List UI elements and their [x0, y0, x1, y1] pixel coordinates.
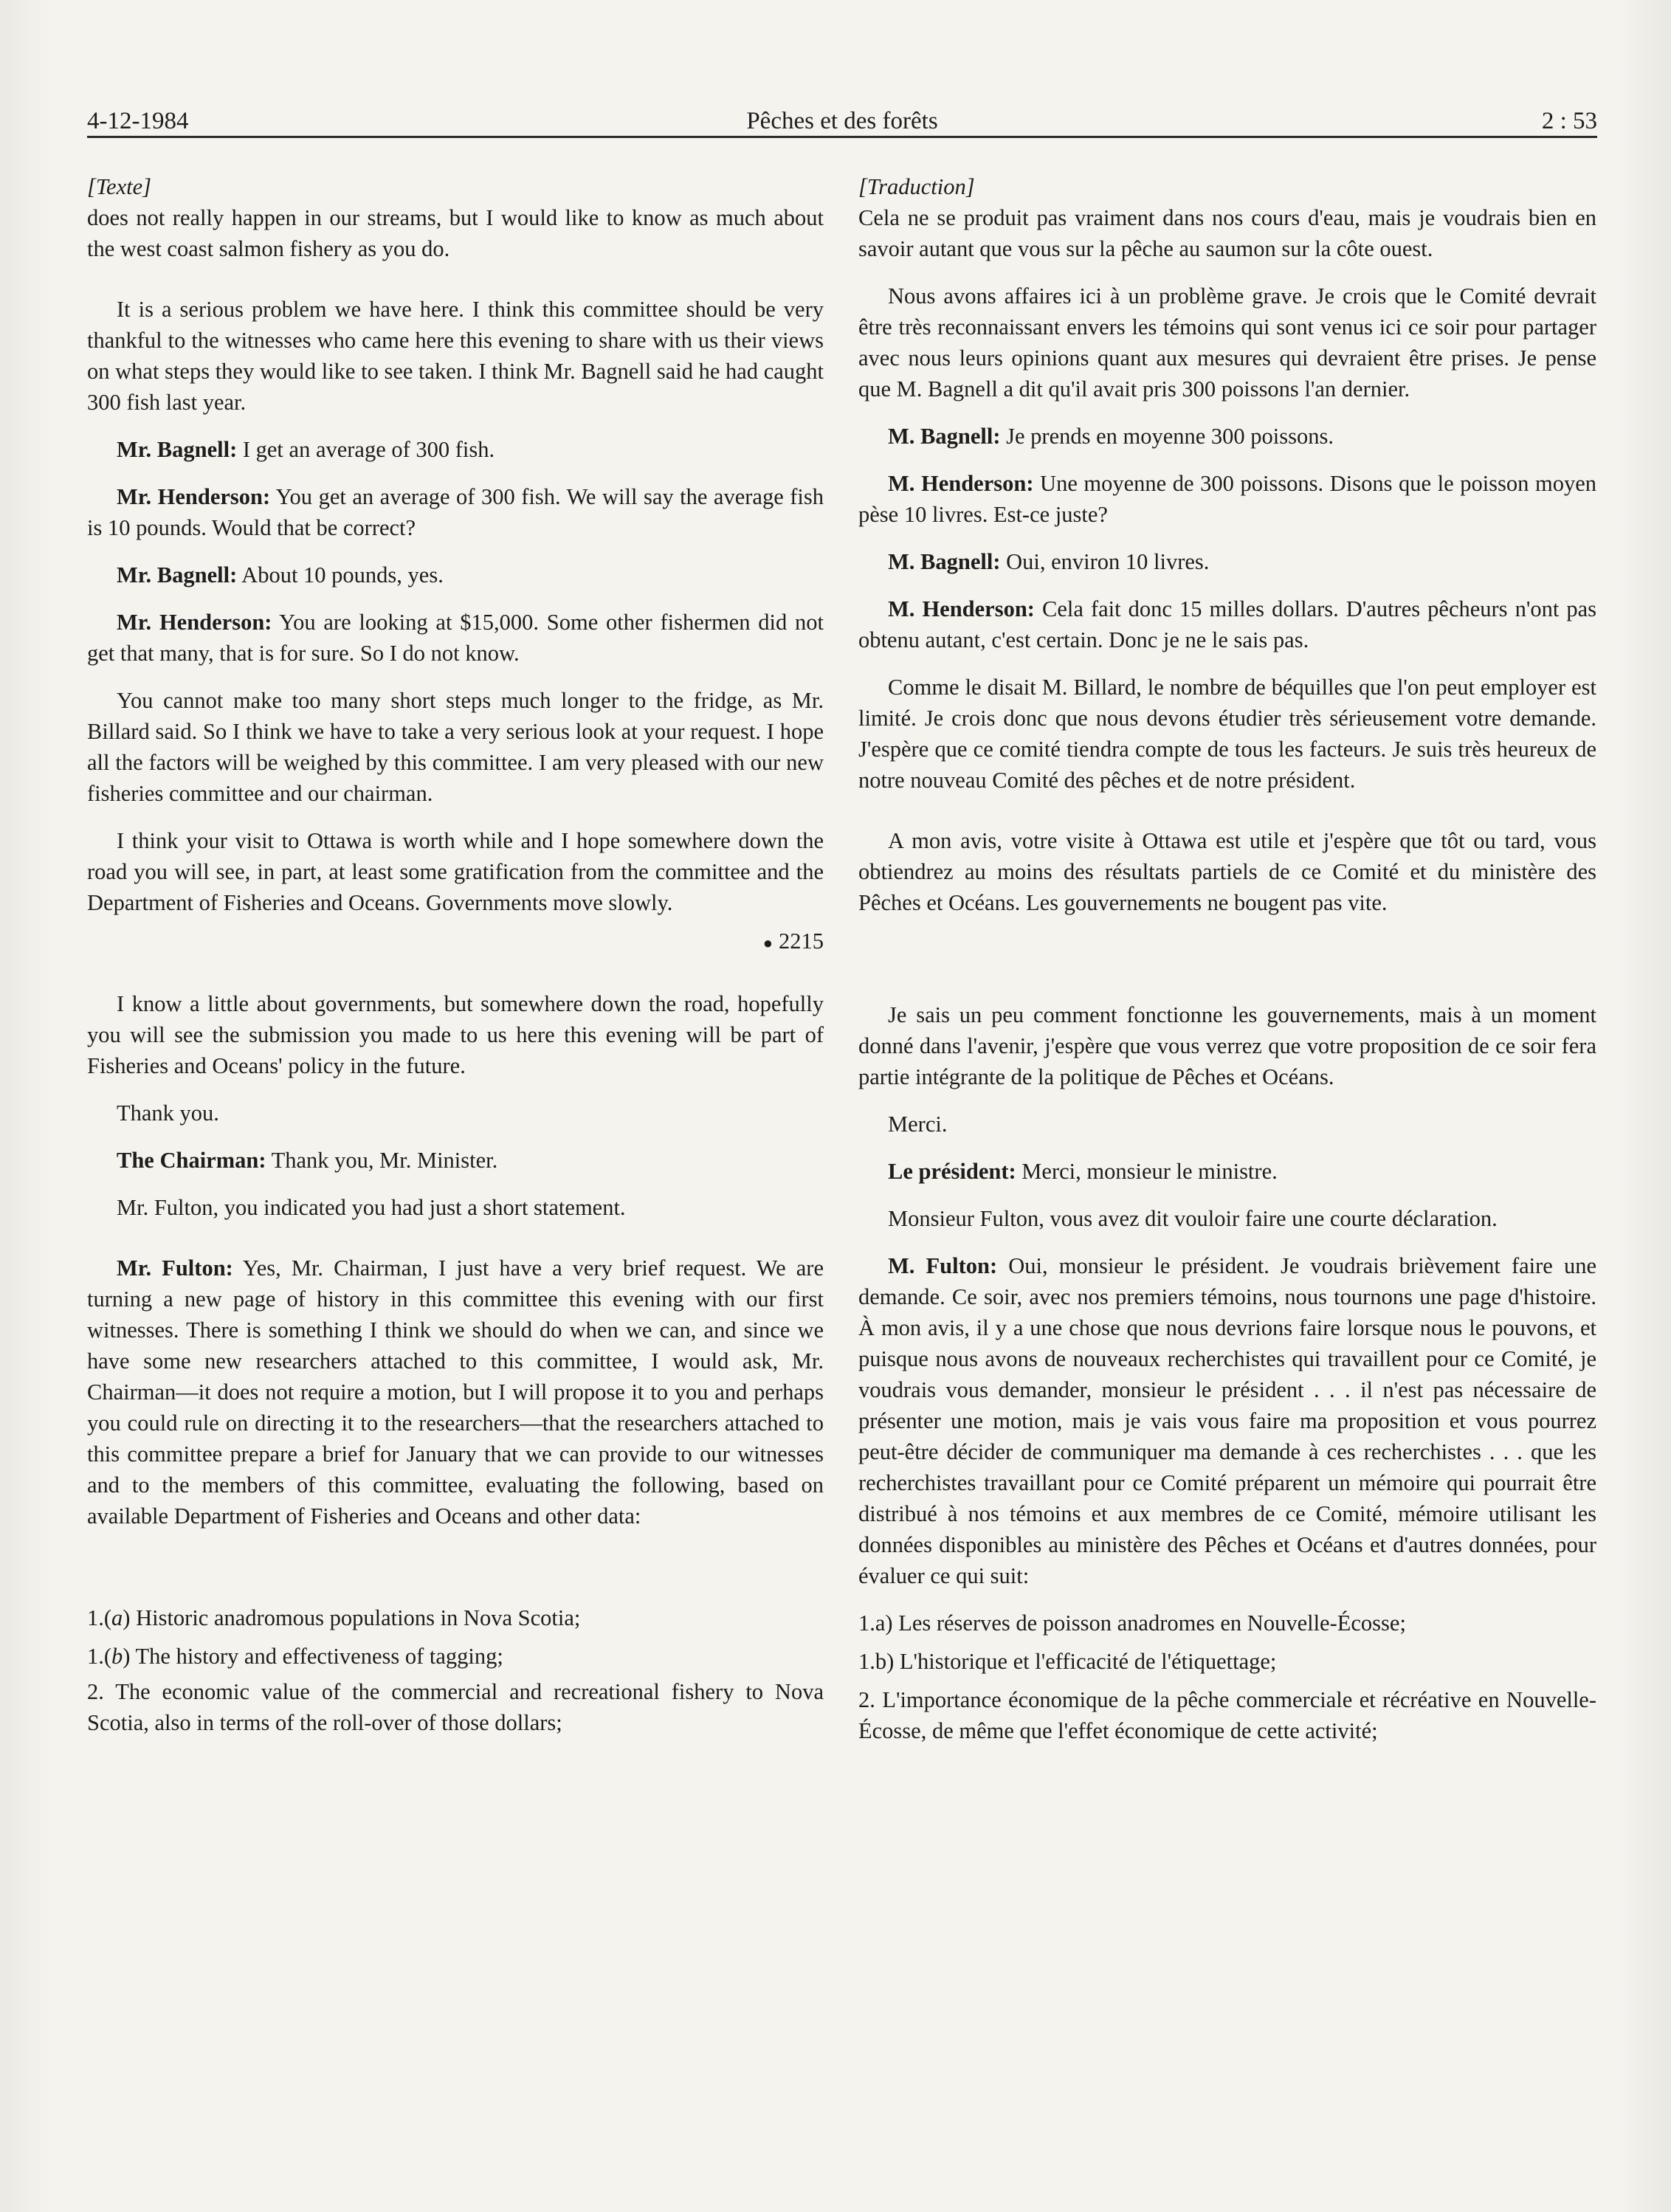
speaker-name: Mr. Henderson:	[117, 484, 271, 509]
speaker-paragraph	[858, 1156, 1596, 1187]
speech-text: You get an average of 300 fish. We will say the average fish is 10 pounds. Would that be correct?	[87, 484, 824, 540]
paragraph: Merci.	[888, 1112, 948, 1137]
speech-text: Merci, monsieur le ministre.	[1016, 1159, 1278, 1184]
speaker-name: M. Henderson:	[888, 596, 1035, 621]
list-item: 1.b) L'historique et l'efficacité de l'étiquettage;	[858, 1649, 1277, 1674]
speaker-name: M. Bagnell:	[888, 424, 1001, 449]
paragraph: Cela ne se produit pas vraiment dans nos cours d'eau, mais je voudrais bien en savoir autant que vous sur la pêche au saumon sur la côte ouest.	[858, 205, 1596, 261]
list-item: 1.a) Les réserves de poisson anadromes en Nouvelle-Écosse;	[858, 1610, 1406, 1636]
speaker-paragraph	[87, 559, 824, 590]
header-title: Pêches et des forêts	[746, 108, 938, 134]
paragraph: Thank you.	[117, 1100, 219, 1126]
right-column-tag: [Traduction]	[858, 174, 975, 199]
speaker-name: The Chairman:	[117, 1148, 266, 1173]
page-header	[87, 94, 1597, 138]
speaker-name: M. Bagnell:	[888, 549, 1001, 574]
paragraph: Je sais un peu comment fonctionne les gouvernements, mais à un moment donné dans l'avenir, j'espère que vous verrez que votre proposition de ce soir fera partie intégrante de la politique de Pêches et Océans.	[858, 1002, 1596, 1089]
speaker-name: Mr. Bagnell:	[117, 562, 238, 588]
paragraph: Monsieur Fulton, vous avez dit vouloir faire une courte déclaration.	[888, 1206, 1498, 1231]
paragraph: I think your visit to Ottawa is worth while and I hope somewhere down the road you will see, in part, at least some gratification from the committee and the Department of Fisheries and Oceans. Governments move slowly.	[87, 828, 824, 915]
speaker-paragraph	[87, 1145, 824, 1176]
time-marker: ● 2215	[762, 928, 824, 954]
speaker-paragraph	[87, 1253, 824, 1531]
speaker-paragraph	[858, 546, 1596, 577]
speaker-paragraph	[858, 593, 1596, 655]
speech-text: Oui, monsieur le président. Je voudrais brièvement faire une demande. Ce soir, avec nos premiers témoins, nous tournons une page d'histoire. À mon avis, il y a une chose que nous devrions faire lorsque nous le pouvons, et puisque nous avons de nouveaux recherchistes qui travaillent pour ce Comité, je voudrais vous demander, monsieur le président . . . il n'est pas nécessaire de présenter une motion, mais je vais vous faire ma proposition et vous pourrez peut-être décider de communiquer ma demande à ces recherchistes . . . que les recherchistes travaillant pour ce Comité préparent un mémoire qui pourrait être distribué à nos témoins et aux membres de ce Comité, mémoire utilisant les données disponibles au ministère des Pêches et Océans et d'autres données, pour évaluer ce qui suit:	[858, 1253, 1596, 1588]
speaker-name: Mr. Bagnell:	[117, 437, 238, 462]
left-column	[87, 171, 824, 1738]
speaker-name: Mr. Henderson:	[117, 610, 272, 635]
speaker-name: Le président:	[888, 1159, 1016, 1184]
speech-text: Je prends en moyenne 300 poissons.	[1000, 424, 1334, 449]
speaker-paragraph	[858, 468, 1596, 530]
header-page-number: 2 : 53	[1541, 108, 1597, 134]
paragraph: It is a serious problem we have here. I think this committee should be very thankful to the witnesses who came here this evening to share with us their views on what steps they would like to see taken. I think Mr. Bagnell said he had caught 300 fish last year.	[87, 297, 824, 415]
speech-text: About 10 pounds, yes.	[237, 562, 444, 588]
right-column	[858, 171, 1596, 1746]
speaker-paragraph	[858, 421, 1596, 452]
speech-text: You are looking at $15,000. Some other fishermen did not get that many, that is for sure. So I do not know.	[87, 610, 824, 666]
speech-text: Thank you, Mr. Minister.	[266, 1148, 498, 1173]
paragraph: Mr. Fulton, you indicated you had just a short statement.	[117, 1195, 626, 1220]
left-column-tag: [Texte]	[87, 174, 151, 199]
speech-text: Oui, environ 10 livres.	[1000, 549, 1210, 574]
paragraph: You cannot make too many short steps much longer to the fridge, as Mr. Billard said. So I think we have to take a very serious look at your request. I hope all the factors will be weighed by this committee. I am very pleased with our new fisheries committee and our chairman.	[87, 688, 824, 806]
list-item: 1.(a) Historic anadromous populations in Nova Scotia;	[87, 1605, 581, 1630]
paragraph: A mon avis, votre visite à Ottawa est utile et j'espère que tôt ou tard, vous obtiendrez au moins des résultats partiels de ce Comité et du ministère des Pêches et Océans. Les gouvernements ne bougent pas vite.	[858, 828, 1596, 915]
speaker-name: M. Henderson:	[888, 471, 1034, 496]
speaker-paragraph	[87, 434, 824, 465]
list-item: 2. L'importance économique de la pêche commerciale et récréative en Nouvelle-Écosse, de même que l'effet économique de cette activité;	[858, 1687, 1596, 1743]
paragraph: I know a little about governments, but somewhere down the road, hopefully you will see the submission you made to us here this evening will be part of Fisheries and Oceans' policy in the future.	[87, 991, 824, 1078]
header-date: 4-12-1984	[87, 108, 189, 134]
speech-text: I get an average of 300 fish.	[237, 437, 495, 462]
paragraph: Comme le disait M. Billard, le nombre de béquilles que l'on peut employer est limité. Je crois donc que nous devons étudier très sérieusement votre demande. J'espère que ce comité tiendra compte de tous les facteurs. Je suis très heureux de notre nouveau Comité des pêches et de notre président.	[858, 675, 1596, 793]
speaker-paragraph	[87, 607, 824, 669]
speaker-name: Mr. Fulton:	[117, 1255, 233, 1281]
list-item: 2. The economic value of the commercial and recreational fishery to Nova Scotia, also in terms of the roll-over of those dollars;	[87, 1679, 824, 1735]
speech-text: Une moyenne de 300 poissons. Disons que le poisson moyen pèse 10 livres. Est-ce juste?	[858, 471, 1596, 527]
list-item: 1.(b) The history and effectiveness of tagging;	[87, 1644, 503, 1669]
speaker-paragraph	[858, 1250, 1596, 1591]
speaker-paragraph	[87, 481, 824, 543]
speaker-name: M. Fulton:	[888, 1253, 998, 1278]
speech-text: Cela fait donc 15 milles dollars. D'autres pêcheurs n'ont pas obtenu autant, c'est certain. Donc je ne le sais pas.	[858, 596, 1597, 652]
paragraph: does not really happen in our streams, but I would like to know as much about the west coast salmon fishery as you do.	[87, 205, 824, 261]
time-marker-value: 2215	[779, 928, 824, 954]
paragraph: Nous avons affaires ici à un problème grave. Je crois que le Comité devrait être très reconnaissant envers les témoins qui sont venus ici ce soir pour partager avec nous leurs opinions quant aux mesures qui devraient être prises. Je pense que M. Bagnell a dit qu'il avait pris 300 poissons l'an dernier.	[858, 283, 1596, 402]
speech-text: Yes, Mr. Chairman, I just have a very brief request. We are turning a new page of history in this committee this evening with our first witnesses. There is something I think we should do when we can, and since we have some new researchers attached to this committee, I would ask, Mr. Chairman—it does not require a motion, but I will propose it to you and perhaps you could rule on directing it to the researchers—that the researchers attached to this committee prepare a brief for January that we can provide to our witnesses and to the members of this committee, evaluating the following, based on available Department of Fisheries and Oceans and other data:	[87, 1255, 824, 1529]
